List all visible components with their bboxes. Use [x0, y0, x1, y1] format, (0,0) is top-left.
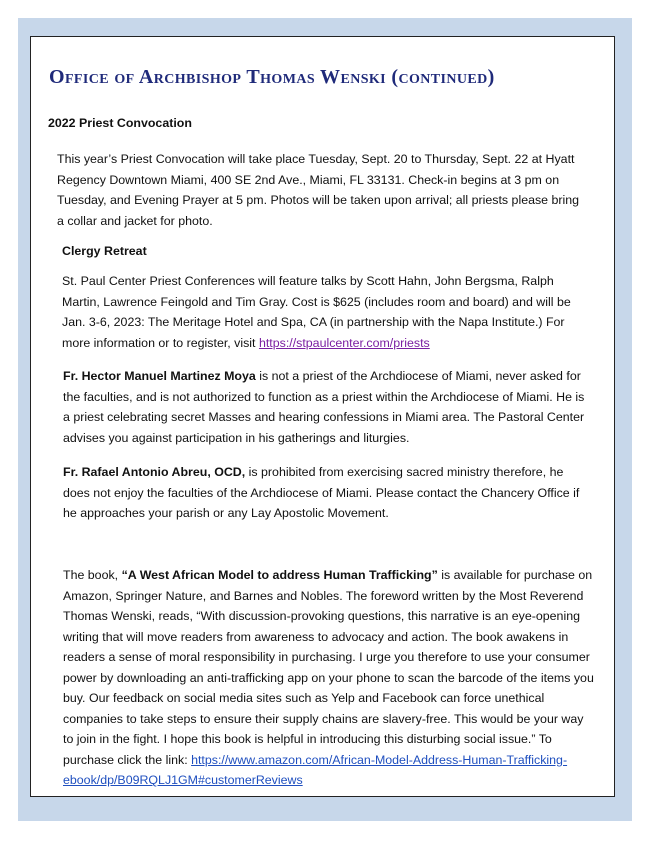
notice-abreu-paragraph	[63, 462, 588, 524]
retreat-paragraph	[62, 271, 587, 353]
convocation-heading: 2022 Priest Convocation	[48, 116, 192, 130]
book-intro: The book,	[63, 568, 122, 582]
notice-abreu-name: Fr. Rafael Antonio Abreu, OCD,	[63, 465, 246, 479]
retreat-text: St. Paul Center Priest Conferences will feature talks by Scott Hahn, John Bergsma, Ralph Martin, Lawrence Feingold and Tim Gray. Cost is $625 (includes room and board) and will be Jan. 3-6, 2023: The Meritage Hotel and Spa, CA (in partnership with the Napa Institute.) For more information or to register, visit	[62, 274, 571, 350]
convocation-paragraph: This year’s Priest Convocation will take place Tuesday, Sept. 20 to Thursday, Sept. 22 at Hyatt Regency Downtown Miami, 400 SE 2nd Ave., Miami, FL 33131. Check-in begins at 3 pm on Tuesday, and Evening Prayer at 5 pm. Photos will be taken upon arrival; all priests please bring a collar and jacket for photo.	[57, 152, 580, 228]
stpaulcenter-link[interactable]: https://stpaulcenter.com/priests	[258, 335, 430, 350]
amazon-link[interactable]: https://www.amazon.com/African-Model-Address-Human-Trafficking-ebook/dp/B09RQLJ1GM#customerReviews	[63, 752, 568, 787]
notice-abreu-text: is prohibited from exercising sacred ministry therefore, he does not enjoy the faculties of the Archdiocese of Miami. Please contact the Chancery Office if he approaches your parish or any Lay Apostolic Movement.	[63, 465, 580, 520]
book-title: “A West African Model to address Human Trafficking”	[121, 568, 438, 582]
book-text: is available for purchase on Amazon, Springer Nature, and Barnes and Nobles. The foreword written by the Most Reverend Thomas Wenski, reads, “With discussion-provoking questions, this narrative is an eye-opening writing that will move readers from awareness to advocacy and action. The book awakens in readers a sense of moral responsibility in purchasing. I urge you therefore to use your consumer power by downloading an anti-trafficking app on your phone to scan the barcode of the items you buy. Our feedback on social media sites such as Yelp and Facebook can force unethical companies to take steps to ensure their supply chains are slavery-free. This would be your way to join in the fight. I hope this book is helpful in introducing this disturbing social issue.” To purchase click the link:	[63, 568, 594, 767]
book-paragraph	[63, 565, 596, 791]
retreat-heading: Clergy Retreat	[62, 244, 147, 258]
notice-moya-paragraph	[63, 366, 588, 448]
page-title: Office of Archbishop Thomas Wenski (continued)	[49, 66, 495, 88]
notice-moya-text: is not a priest of the Archdiocese of Miami, never asked for the faculties, and is not authorized to function as a priest within the Archdiocese of Miami. He is a priest celebrating secret Masses and hearing confessions in Miami area. The Pastoral Center advises you against participation in his gatherings and liturgies.	[63, 369, 585, 445]
notice-moya-name: Fr. Hector Manuel Martinez Moya	[63, 369, 256, 383]
